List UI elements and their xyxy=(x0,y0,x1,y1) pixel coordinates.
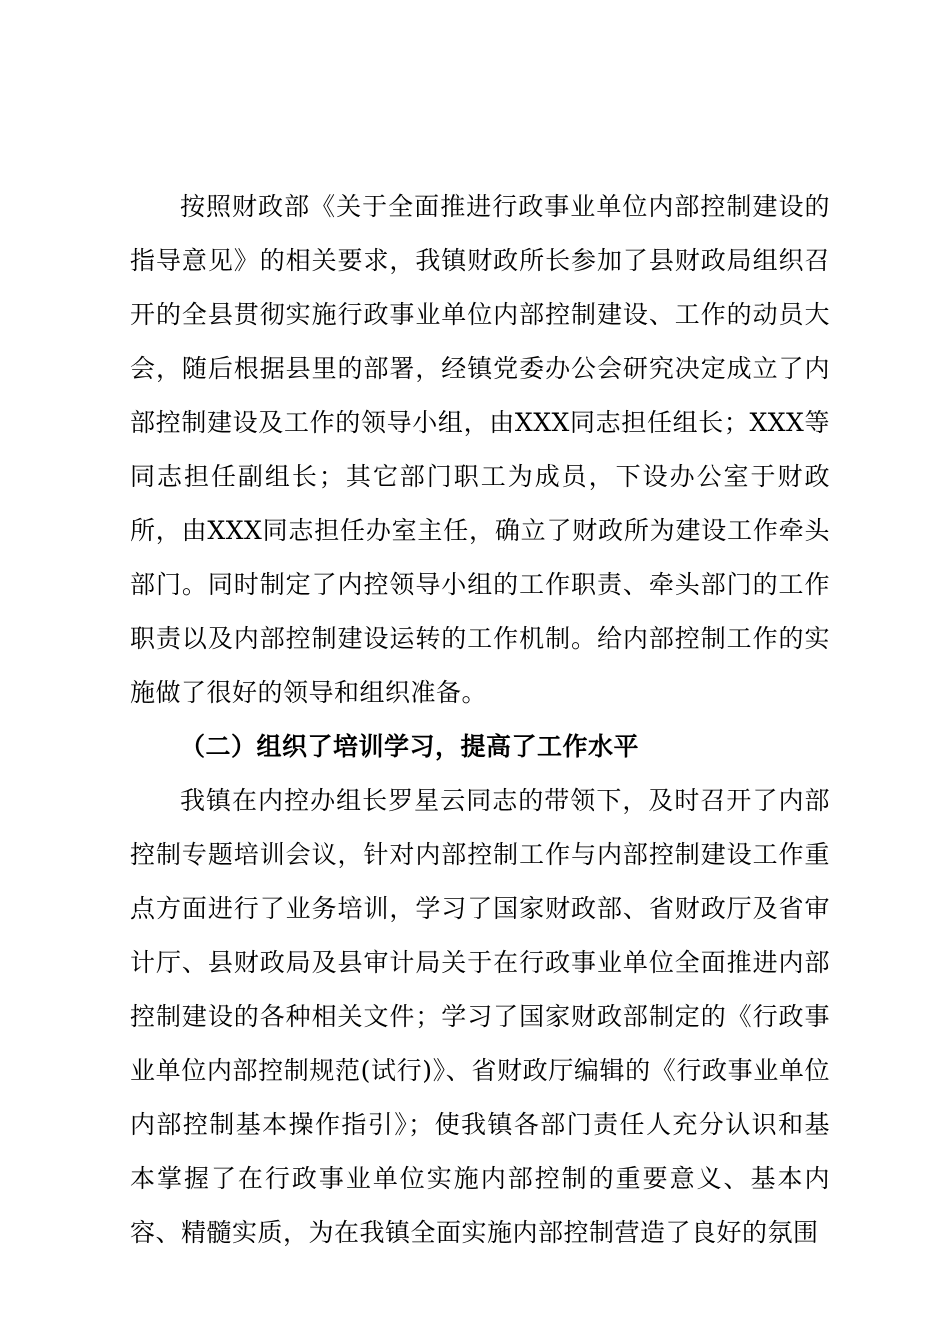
section-heading-training: （二）组织了培训学习，提高了工作水平 xyxy=(180,732,640,761)
paragraph-training-study: 我镇在内控办组长罗星云同志的带领下，及时召开了内部控制专题培训会议，针对内部控制工作与内部控制建设工作重点方面进行了业务培训，学习了国家财政部、省财政厅及省审计厅、县财政局及县审计局关于在行政事业单位全面推进内部控制建设的各种相关文件；学习了国家财政部制定的《行政事业单位内部控制规范(试行)》、省财政厅编辑的《行政事业单位内部控制基本操作指引》；使我镇各部门责任人充分认识和基本掌握了在行政事业单位实施内部控制的重要意义、基本内容、精髓实质，为在我镇全面实施内部控制营造了良好的氛围 xyxy=(130,786,830,1247)
document-body xyxy=(130,180,830,1260)
paragraph-internal-control-organization: 按照财政部《关于全面推进行政事业单位内部控制建设的指导意见》的相关要求，我镇财政所长参加了县财政局组织召开的全县贯彻实施行政事业单位内部控制建设、工作的动员大会，随后根据县里的部署，经镇党委办公会研究决定成立了内部控制建设及工作的领导小组，由XXX同志担任组长；XXX等同志担任副组长；其它部门职工为成员，下设办公室于财政所，由XXX同志担任办室主任，确立了财政所为建设工作牵头部门。同时制定了内控领导小组的工作职责、牵头部门的工作职责以及内部控制建设运转的工作机制。给内部控制工作的实施做了很好的领导和组织准备。 xyxy=(130,192,830,707)
